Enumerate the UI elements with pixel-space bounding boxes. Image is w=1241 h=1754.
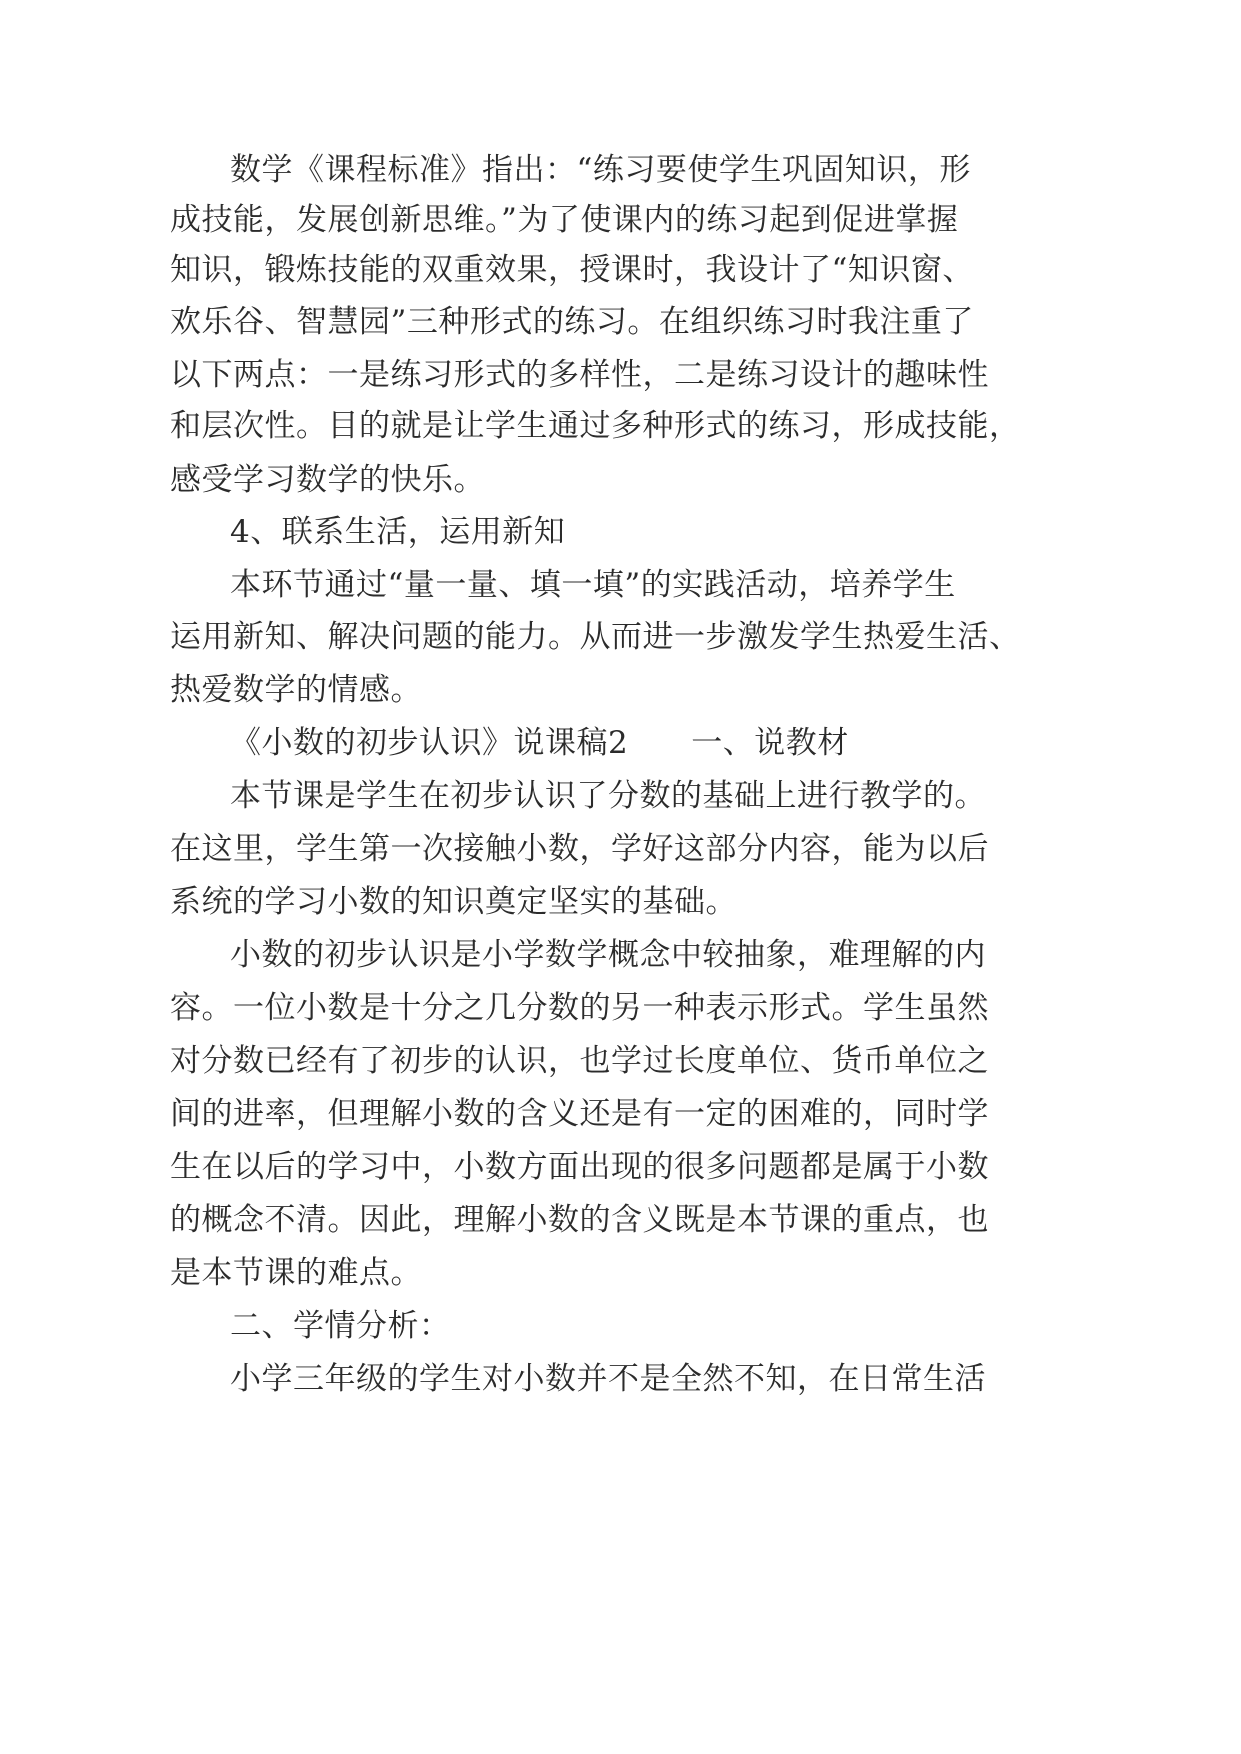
text-line-17: 容。一位小数是十分之几分数的另一种表示形式。学生虽然 [170,990,989,1026]
text-line-3: 知识，锻炼技能的双重效果，授课时，我设计了“知识窗、 [170,252,974,288]
text-line-7: 感受学习数学的快乐。 [170,462,485,498]
text-line-9: 本环节通过“量一量、填一填”的实践活动，培养学生 [230,567,956,603]
document-title-line: 《小数的初步认识》说课稿2 一、说教材 [230,725,849,761]
text-line-1: 数学《课程标准》指出：“练习要使学生巩固知识，形 [230,152,971,188]
text-line-2: 成技能，发展创新思维。”为了使课内的练习起到促进掌握 [170,202,959,238]
text-line-19: 间的进率，但理解小数的含义还是有一定的困难的，同时学 [170,1096,989,1132]
text-line-16: 小数的初步认识是小学数学概念中较抽象，难理解的内 [230,937,986,973]
text-line-13: 本节课是学生在初步认识了分数的基础上进行教学的。 [230,778,986,814]
text-line-20: 生在以后的学习中，小数方面出现的很多问题都是属于小数 [170,1149,989,1185]
text-line-6: 和层次性。目的就是让学生通过多种形式的练习，形成技能， [170,408,1021,444]
text-line-10: 运用新知、解决问题的能力。从而进一步激发学生热爱生活、 [170,619,1021,655]
text-line-15: 系统的学习小数的知识奠定坚实的基础。 [170,884,737,920]
text-line-4: 欢乐谷、智慧园”三种形式的练习。在组织练习时我注重了 [170,304,974,340]
text-line-14: 在这里，学生第一次接触小数，学好这部分内容，能为以后 [170,831,989,867]
text-line-11: 热爱数学的情感。 [170,672,422,708]
text-line-22: 是本节课的难点。 [170,1255,422,1291]
section-heading-4: 4、联系生活，运用新知 [230,514,566,550]
text-line-18: 对分数已经有了初步的认识，也学过长度单位、货币单位之 [170,1043,989,1079]
text-line-21: 的概念不清。因此，理解小数的含义既是本节课的重点，也 [170,1202,989,1238]
text-line-5: 以下两点：一是练习形式的多样性，二是练习设计的趣味性 [170,357,989,393]
section-heading-2: 二、学情分析： [230,1308,451,1344]
text-line-24: 小学三年级的学生对小数并不是全然不知，在日常生活 [230,1361,986,1397]
